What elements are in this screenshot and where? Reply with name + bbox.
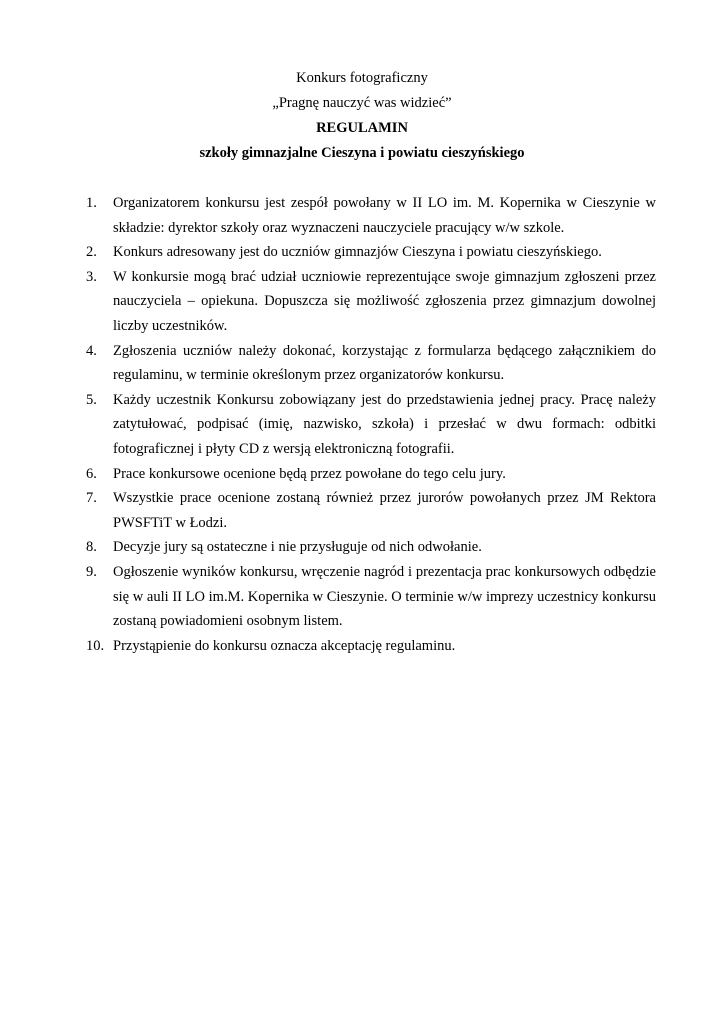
rule-text: Konkurs adresowany jest do uczniów gimnazjów Cieszyna i powiatu cieszyńskiego.: [113, 244, 602, 261]
rule-number: 6.: [86, 465, 97, 482]
rule-text: Prace konkursowe ocenione będą przez powołane do tego celu jury.: [113, 465, 506, 482]
rules-list: [86, 191, 656, 658]
document-subtitle: szkoły gimnazjalne Cieszyna i powiatu cieszyńskiego: [199, 145, 525, 161]
contest-motto: „Pragnę nauczyć was widzieć”: [272, 95, 452, 111]
rule-number: 10.: [86, 637, 105, 654]
rule-item: [86, 462, 656, 487]
rule-item: [86, 560, 656, 634]
rule-number: 9.: [86, 563, 97, 580]
rule-item: [86, 265, 656, 339]
rule-item: [86, 388, 656, 462]
rule-number: 1.: [86, 195, 97, 211]
contest-name: Konkurs fotograficzny: [296, 70, 428, 86]
rule-text: Wszystkie prace ocenione zostaną również przez jurorów powołanych przez JM Rektora PWSFTiT w Łodzi.: [113, 490, 656, 531]
rule-text: Każdy uczestnik Konkursu zobowiązany jest do przedstawienia jednej pracy. Pracę należy zatytułować, podpisać (imię, nazwisko, szkoła) i przesłać w dwu formach: odbitki fotograficznej i płyty CD z wersją elektroniczną fotografii.: [113, 391, 656, 457]
rule-number: 2.: [86, 244, 97, 261]
rule-text: Organizatorem konkursu jest zespół powołany w II LO im. M. Kopernika w Cieszynie w składzie: dyrektor szkoły oraz wyznaczeni nauczyciele pracujący w/w szkole.: [113, 195, 656, 236]
document-title: REGULAMIN: [316, 120, 408, 136]
rule-item: [86, 339, 656, 388]
rule-number: 8.: [86, 539, 97, 556]
rule-text: Ogłoszenie wyników konkursu, wręczenie nagród i prezentacja prac konkursowych odbędzie się w auli II LO im.M. Kopernika w Cieszynie. O terminie w/w imprezy uczestnicy konkursu zostaną powiadomieni osobnym listem.: [113, 563, 656, 630]
rule-item: [86, 486, 656, 535]
rule-item: [86, 535, 656, 560]
rule-number: 5.: [86, 391, 97, 408]
rule-text: Zgłoszenia uczniów należy dokonać, korzystając z formularza będącego załącznikiem do regulaminu, w terminie określonym przez organizatorów konkursu.: [113, 342, 656, 384]
document-header: [0, 66, 724, 166]
rule-text: W konkursie mogą brać udział uczniowie reprezentujące swoje gimnazjum zgłoszeni przez nauczyciela – opiekuna. Dopuszcza się możliwość zgłoszenia przez gimnazjum dowolnej liczby uczestników.: [113, 268, 656, 334]
rule-item: [86, 191, 656, 240]
rule-item: [86, 634, 656, 659]
rule-number: 3.: [86, 268, 97, 285]
rule-text: Decyzje jury są ostateczne i nie przysługuje od nich odwołanie.: [113, 539, 482, 556]
rule-text: Przystąpienie do konkursu oznacza akceptację regulaminu.: [113, 637, 456, 654]
rule-number: 4.: [86, 342, 97, 359]
rule-item: [86, 240, 656, 265]
rule-number: 7.: [86, 490, 97, 507]
